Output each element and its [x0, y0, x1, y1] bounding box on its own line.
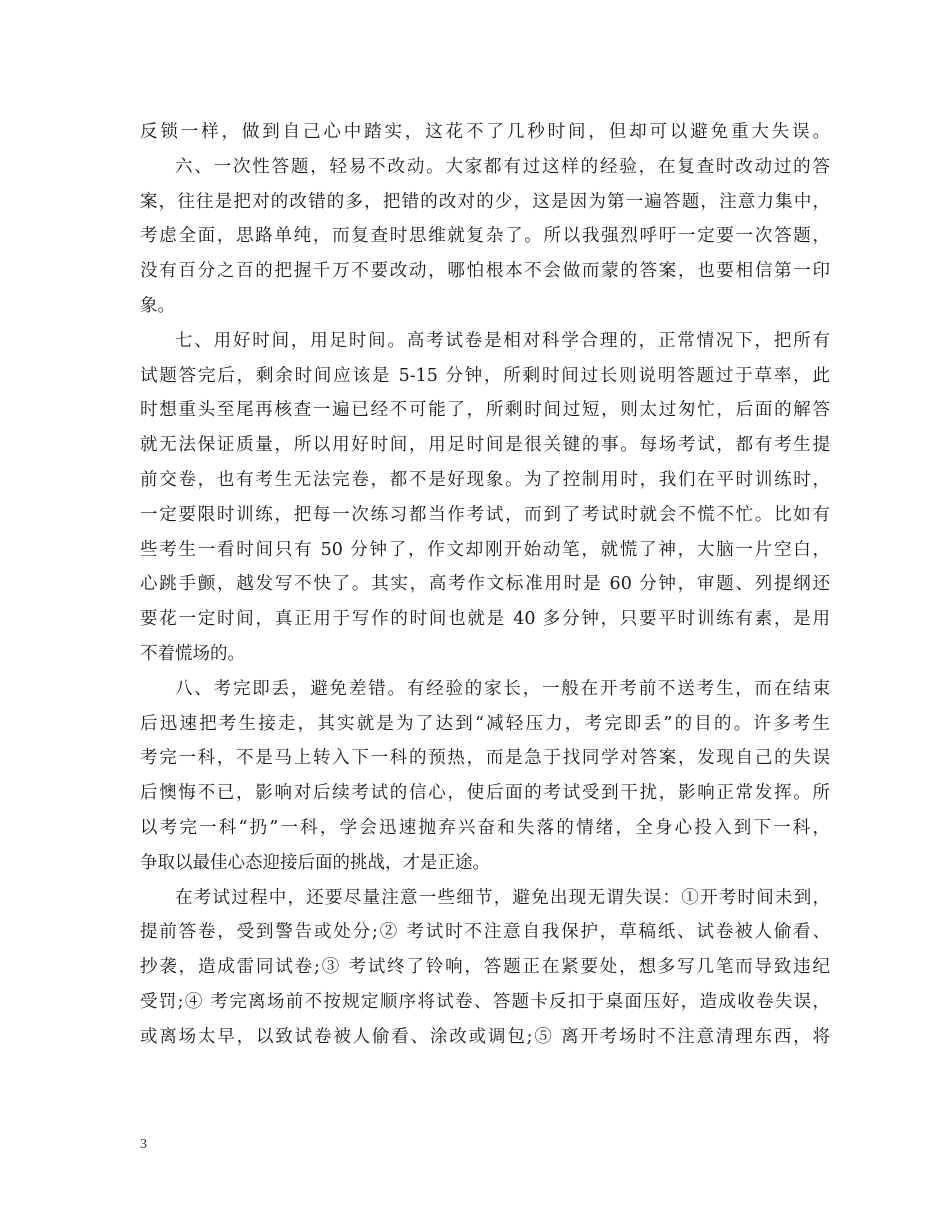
text-line: 些考生一看时间只有 50 分钟了，作文却刚开始动笔，就慌了神，大脑一片空白，: [140, 539, 830, 560]
text-line: 案，往往是把对的改错的多，把错的改对的少，这是因为第一遍答题，注意力集中，: [140, 191, 830, 212]
text-line: 象。: [140, 295, 175, 316]
text-line: 前交卷，也有考生无法完卷，都不是好现象。为了控制用时，我们在平时训练时，: [140, 469, 830, 490]
text-line: 一定要限时训练，把每一次练习都当作考试，而到了考试时就会不慌不忙。比如有: [140, 504, 830, 525]
text-line: 受罚;④ 考完离场前不按规定顺序将试卷、答题卡反扣于桌面压好，造成收卷失误，: [140, 991, 830, 1012]
text-line: 提前答卷，受到警告或处分;② 考试时不注意自我保护，草稿纸、试卷被人偷看、: [140, 922, 830, 943]
text-line: 争取以最佳心态迎接后面的挑战，才是正途。: [140, 852, 490, 873]
text-line: 试题答完后，剩余时间应该是 5-15 分钟，所剩时间过长则说明答题过于草率，此: [140, 365, 830, 386]
text-line: 或离场太早，以致试卷被人偷看、涂改或调包;⑤ 离开考场时不注意清理东西，将: [140, 1026, 830, 1047]
text-line: 反锁一样，做到自己心中踏实，这花不了几秒时间，但却可以避免重大失误。: [140, 122, 830, 142]
text-line: 八、考完即丢，避免差错。有经验的家长，一般在开考前不送考生，而在结束: [175, 678, 830, 699]
text-line: 以考完一科“扔”一科，学会迅速抛弃兴奋和失落的情绪，全身心投入到下一科，: [140, 817, 830, 838]
text-line: 后迅速把考生接走，其实就是为了达到“减轻压力，考完即丢”的目的。许多考生: [140, 713, 830, 734]
text-line: 抄袭，造成雷同试卷;③ 考试终了铃响，答题正在紧要处，想多写几笔而导致违纪: [140, 957, 830, 978]
text-line: 在考试过程中，还要尽量注意一些细节，避免出现无谓失误：①开考时间未到，: [175, 887, 830, 908]
text-line: 时想重头至尾再核查一遍已经不可能了，所剩时间过短，则太过匆忙，后面的解答: [140, 400, 830, 421]
text-line: 心跳手颤，越发写不快了。其实，高考作文标准用时是 60 分钟，审题、列提纲还: [140, 574, 830, 595]
text-line: 后懊悔不已，影响对后续考试的信心，使后面的考试受到干扰，影响正常发挥。所: [140, 783, 830, 804]
page-number: 3: [140, 1137, 147, 1152]
text-line: 不着慌场的。: [140, 643, 245, 664]
body-text: [140, 115, 830, 1055]
text-line: 就无法保证质量，所以用好时间，用足时间是很关键的事。每场考试，都有考生提: [140, 435, 830, 456]
text-line: 七、用好时间，用足时间。高考试卷是相对科学合理的，正常情况下，把所有: [175, 330, 830, 351]
text-line: 要花一定时间，真正用于写作的时间也就是 40 多分钟，只要平时训练有素，是用: [140, 609, 830, 630]
text-line: 考完一科，不是马上转入下一科的预热，而是急于找同学对答案，发现自己的失误: [140, 748, 830, 769]
text-line: 六、一次性答题，轻易不改动。大家都有过这样的经验，在复查时改动过的答: [175, 156, 830, 177]
text-line: 考虑全面，思路单纯，而复查时思维就复杂了。所以我强烈呼吁一定要一次答题，: [140, 226, 830, 247]
text-line: 没有百分之百的把握千万不要改动，哪怕根本不会做而蒙的答案，也要相信第一印: [140, 261, 830, 282]
